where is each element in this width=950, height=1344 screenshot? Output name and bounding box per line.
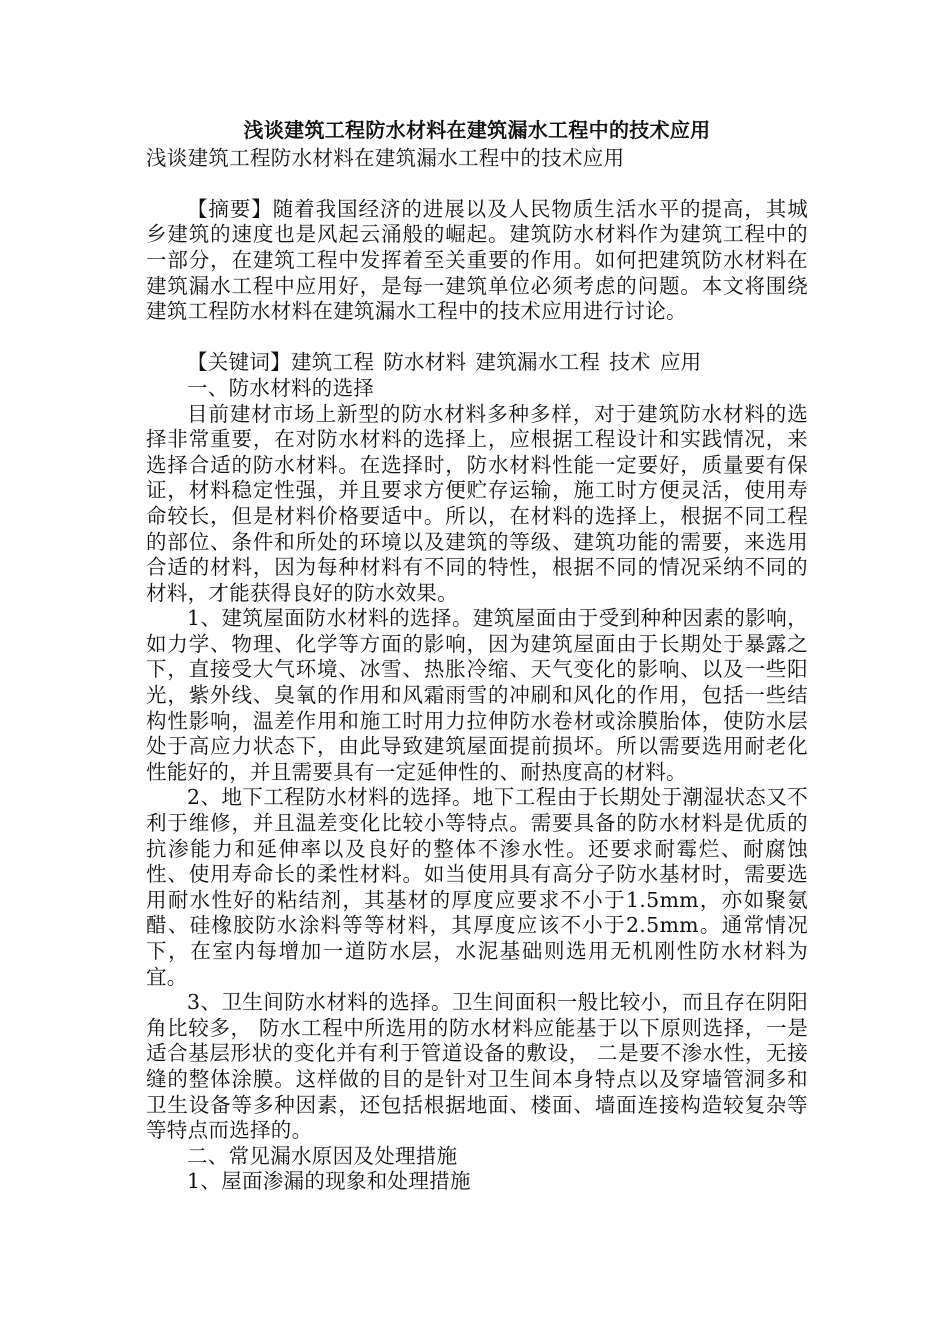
section-heading: 一、防水材料的选择 bbox=[187, 375, 375, 400]
keyword: 建筑工程 bbox=[291, 350, 375, 375]
document-page bbox=[146, 118, 808, 1195]
body-paragraph: 1、屋面渗漏的现象和处理措施 bbox=[187, 1169, 471, 1194]
keyword: 建筑漏水工程 bbox=[475, 350, 601, 375]
body-paragraph: 3、卫生间防水材料的选择。卫生间面积一般比较小，而且存在阴阳角比较多， 防水工程中所选用的防水材料应能基于以下原则选择，一是适合基层形状的变化并有利于管道设备的敷设， 二是要不渗水性，无接缝的整体涂膜。这样做的目的是针对卫生间本身特点以及穿墙管洞多和卫生设备等多种因素，还包括根据地面、楼面、墙面连接构造较复杂等等特点而选择的。 bbox=[146, 990, 808, 1143]
abstract-text: 随着我国经济的进展以及人民物质生活水平的提高，其城乡建筑的速度也是风起云涌般的崛起。建筑防水材料作为建筑工程中的一部分，在建筑工程中发挥着至关重要的作用。如何把建筑防水材料在建筑漏水工程中应用好，是每一建筑单位必须考虑的问题。本文将围绕建筑工程防水材料在建筑漏水工程中的技术应用进行讨论。 bbox=[146, 196, 809, 324]
document-title: 浅谈建筑工程防水材料在建筑漏水工程中的技术应用 bbox=[243, 118, 711, 142]
section-heading: 二、常见漏水原因及处理措施 bbox=[187, 1143, 458, 1168]
body-paragraph: 2、地下工程防水材料的选择。地下工程由于长期处于潮湿状态又不利于维修，并且温差变化比较小等特点。需要具备的防水材料是优质的抗渗能力和延伸率以及良好的整体不渗水性。还要求耐霉烂、耐腐蚀性、使用寿命长的柔性材料。如当使用具有高分子防水基材时，需要选用耐水性好的粘结剂，其基材的厚度应要求不小于1.5mm，亦如聚氨醋、硅橡胶防水涂料等等材料，其厚度应该不小于2.5mm。通常情况下，在室内每增加一道防水层，水泥基础则选用无机刚性防水材料为宜。 bbox=[146, 785, 808, 989]
keyword: 防水材料 bbox=[383, 350, 467, 375]
keywords-label: 【关键词】 bbox=[187, 350, 291, 375]
document-subtitle: 浅谈建筑工程防水材料在建筑漏水工程中的技术应用 bbox=[146, 145, 625, 170]
body-paragraph: 目前建材市场上新型的防水材料多种多样，对于建筑防水材料的选择非常重要，在对防水材料的选择上，应根据工程设计和实践情况，来选择合适的防水材料。在选择时，防水材料性能一定要好，质量要有保证，材料稳定性强，并且要求方便贮存运输，施工时方便灵活，使用寿命较长，但是材料价格要适中。所以，在材料的选择上，根据不同工程的部位、条件和所处的环境以及建筑的等级、建筑功能的需要，来选用合适的材料，因为每种材料有不同的特性，根据不同的情况采纳不同的材料，才能获得良好的防水效果。 bbox=[146, 401, 808, 605]
keyword: 技术 bbox=[609, 350, 651, 375]
body-paragraph: 1、建筑屋面防水材料的选择。建筑屋面由于受到种种因素的影响，如力学、物理、化学等方面的影响，因为建筑屋面由于长期处于暴露之下，直接受大气环境、冰雪、热胀冷缩、天气变化的影响、以及一些阳光，紫外线、臭氧的作用和风霜雨雪的冲刷和风化的作用，包括一些结构性影响，温差作用和施工时用力拉伸防水卷材或涂膜胎体，使防水层处于高应力状态下，由此导致建筑屋面提前损坏。所以需要选用耐老化性能好的，并且需要具有一定延伸性的、耐热度高的材料。 bbox=[146, 606, 808, 784]
keywords-paragraph bbox=[146, 350, 808, 376]
abstract-paragraph bbox=[146, 197, 808, 325]
keyword: 应用 bbox=[659, 350, 702, 375]
abstract-label: 【摘要】 bbox=[187, 196, 273, 221]
blank-line bbox=[146, 171, 808, 197]
blank-line bbox=[146, 325, 808, 351]
